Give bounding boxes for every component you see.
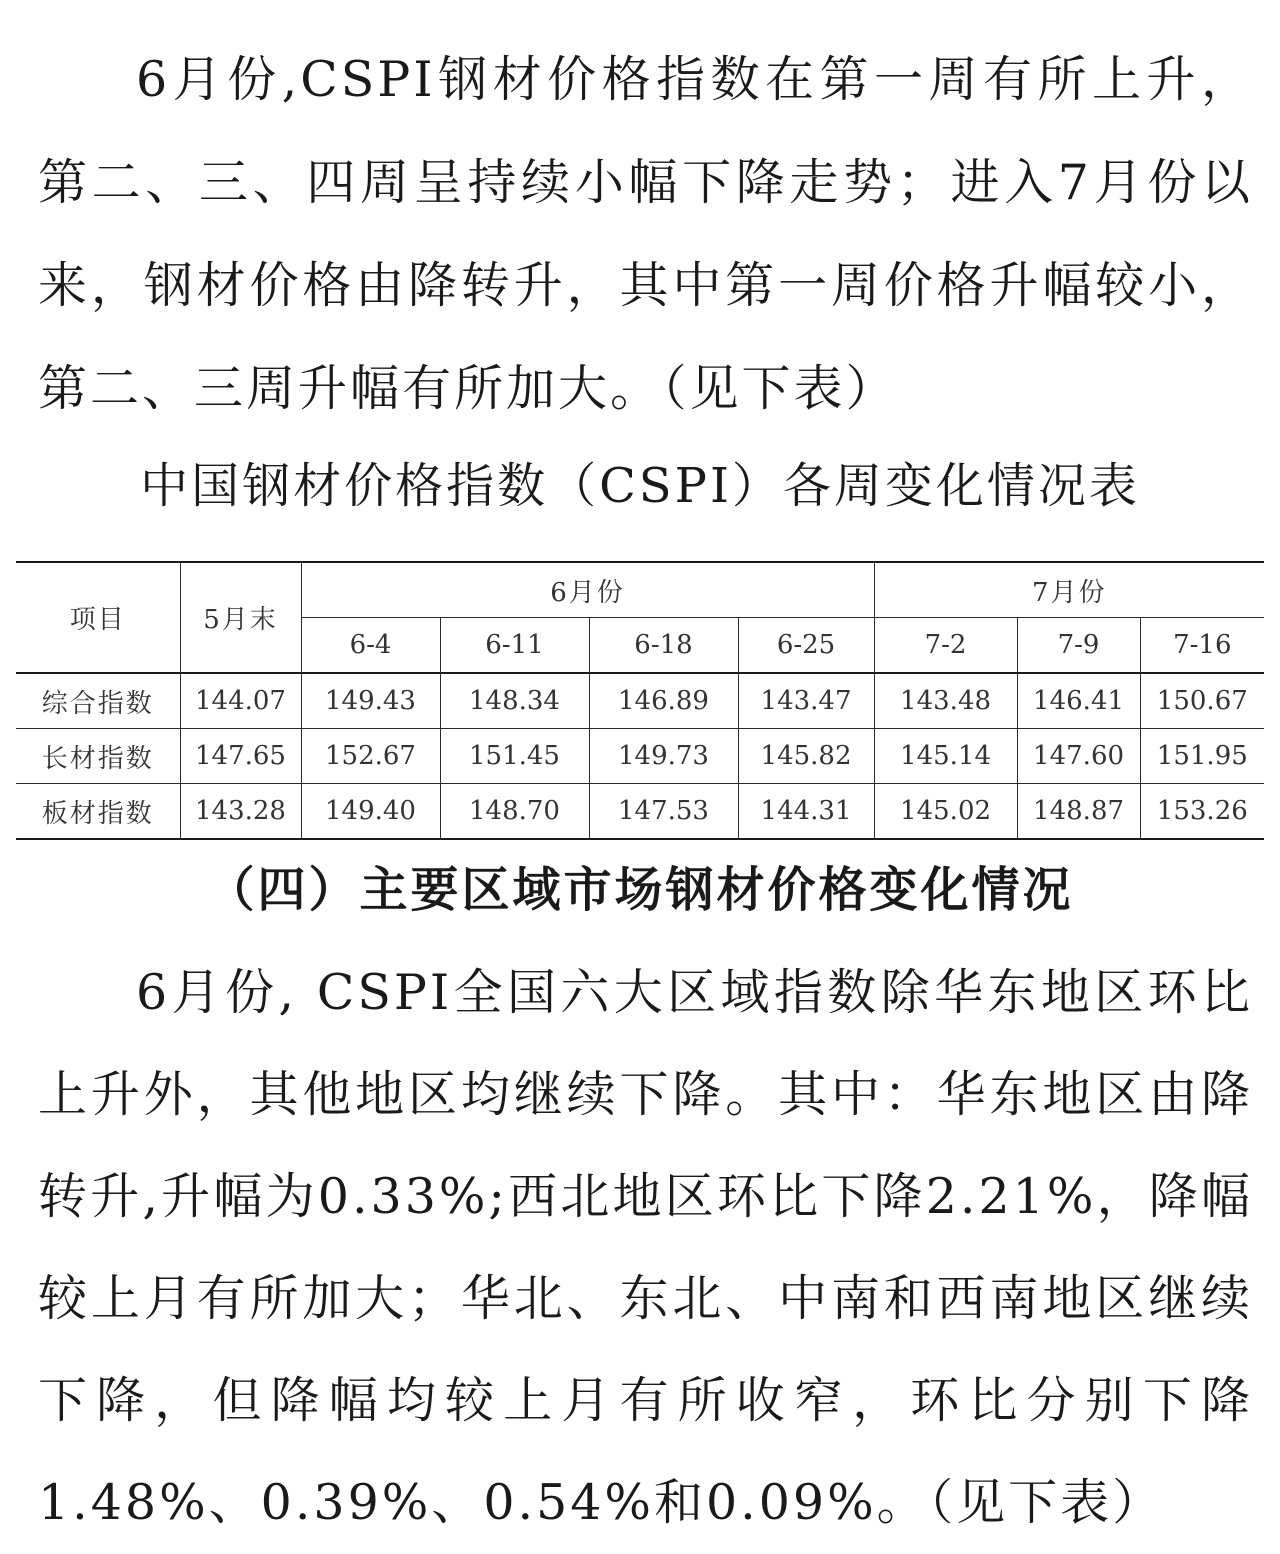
cell-value: 147.60 xyxy=(1017,729,1140,784)
header-week: 7-9 xyxy=(1017,618,1140,674)
header-item: 项目 xyxy=(16,562,180,673)
cell-value: 149.43 xyxy=(301,673,440,729)
header-week: 7-2 xyxy=(874,618,1017,674)
header-week: 6-25 xyxy=(738,618,874,674)
cell-value: 148.87 xyxy=(1017,784,1140,840)
cell-value: 149.73 xyxy=(589,729,738,784)
cspi-weekly-table xyxy=(16,561,1264,840)
cell-value: 151.45 xyxy=(440,729,589,784)
table-row xyxy=(16,784,1264,840)
cell-value: 143.47 xyxy=(738,673,874,729)
header-week: 7-16 xyxy=(1140,618,1264,674)
header-week: 6-18 xyxy=(589,618,738,674)
cell-value: 151.95 xyxy=(1140,729,1264,784)
cell-value: 143.28 xyxy=(180,784,301,840)
cell-value: 145.82 xyxy=(738,729,874,784)
paragraph-regional-prices: 6月份, CSPI全国六大区域指数除华东地区环比上升外，其他地区均继续下降。其中：华东地区由降转升,升幅为0.33%;西北地区环比下降2.21%，降幅较上月有所加大；华北、东北、中南和西南地区继续下降，但降幅均较上月有所收窄，环比分别下降1.48%、0.39%、0.54%和0.09%。（见下表） xyxy=(38,964,1253,1531)
cell-value: 149.40 xyxy=(301,784,440,840)
cell-value: 150.67 xyxy=(1140,673,1264,729)
row-label: 板材指数 xyxy=(16,784,180,840)
table-row xyxy=(16,673,1264,729)
row-label: 长材指数 xyxy=(16,729,180,784)
cell-value: 152.67 xyxy=(301,729,440,784)
cell-value: 147.53 xyxy=(589,784,738,840)
cell-value: 153.26 xyxy=(1140,784,1264,840)
header-may-end: 5月末 xyxy=(180,562,301,673)
section-heading: （四）主要区域市场钢材价格变化情况 xyxy=(206,862,1074,918)
cell-value: 148.70 xyxy=(440,784,589,840)
paragraph-cspi-weekly-trend: 6月份,CSPI钢材价格指数在第一周有所上升，第二、三、四周呈持续小幅下降走势；进入7月份以来，钢材价格由降转升，其中第一周价格升幅较小，第二、三周升幅有所加大。（见下表） xyxy=(38,51,1253,417)
cell-value: 145.02 xyxy=(874,784,1017,840)
cell-value: 146.89 xyxy=(589,673,738,729)
cell-value: 145.14 xyxy=(874,729,1017,784)
cell-value: 146.41 xyxy=(1017,673,1140,729)
cell-value: 143.48 xyxy=(874,673,1017,729)
table-row xyxy=(16,729,1264,784)
table-header-row-months xyxy=(16,562,1264,618)
table-title: 中国钢材价格指数（CSPI）各周变化情况表 xyxy=(140,458,1140,514)
header-june: 6月份 xyxy=(301,562,874,618)
cell-value: 144.07 xyxy=(180,673,301,729)
row-label: 综合指数 xyxy=(16,673,180,729)
header-week: 6-11 xyxy=(440,618,589,674)
cell-value: 147.65 xyxy=(180,729,301,784)
header-week: 6-4 xyxy=(301,618,440,674)
cell-value: 144.31 xyxy=(738,784,874,840)
header-july: 7月份 xyxy=(874,562,1264,618)
cell-value: 148.34 xyxy=(440,673,589,729)
